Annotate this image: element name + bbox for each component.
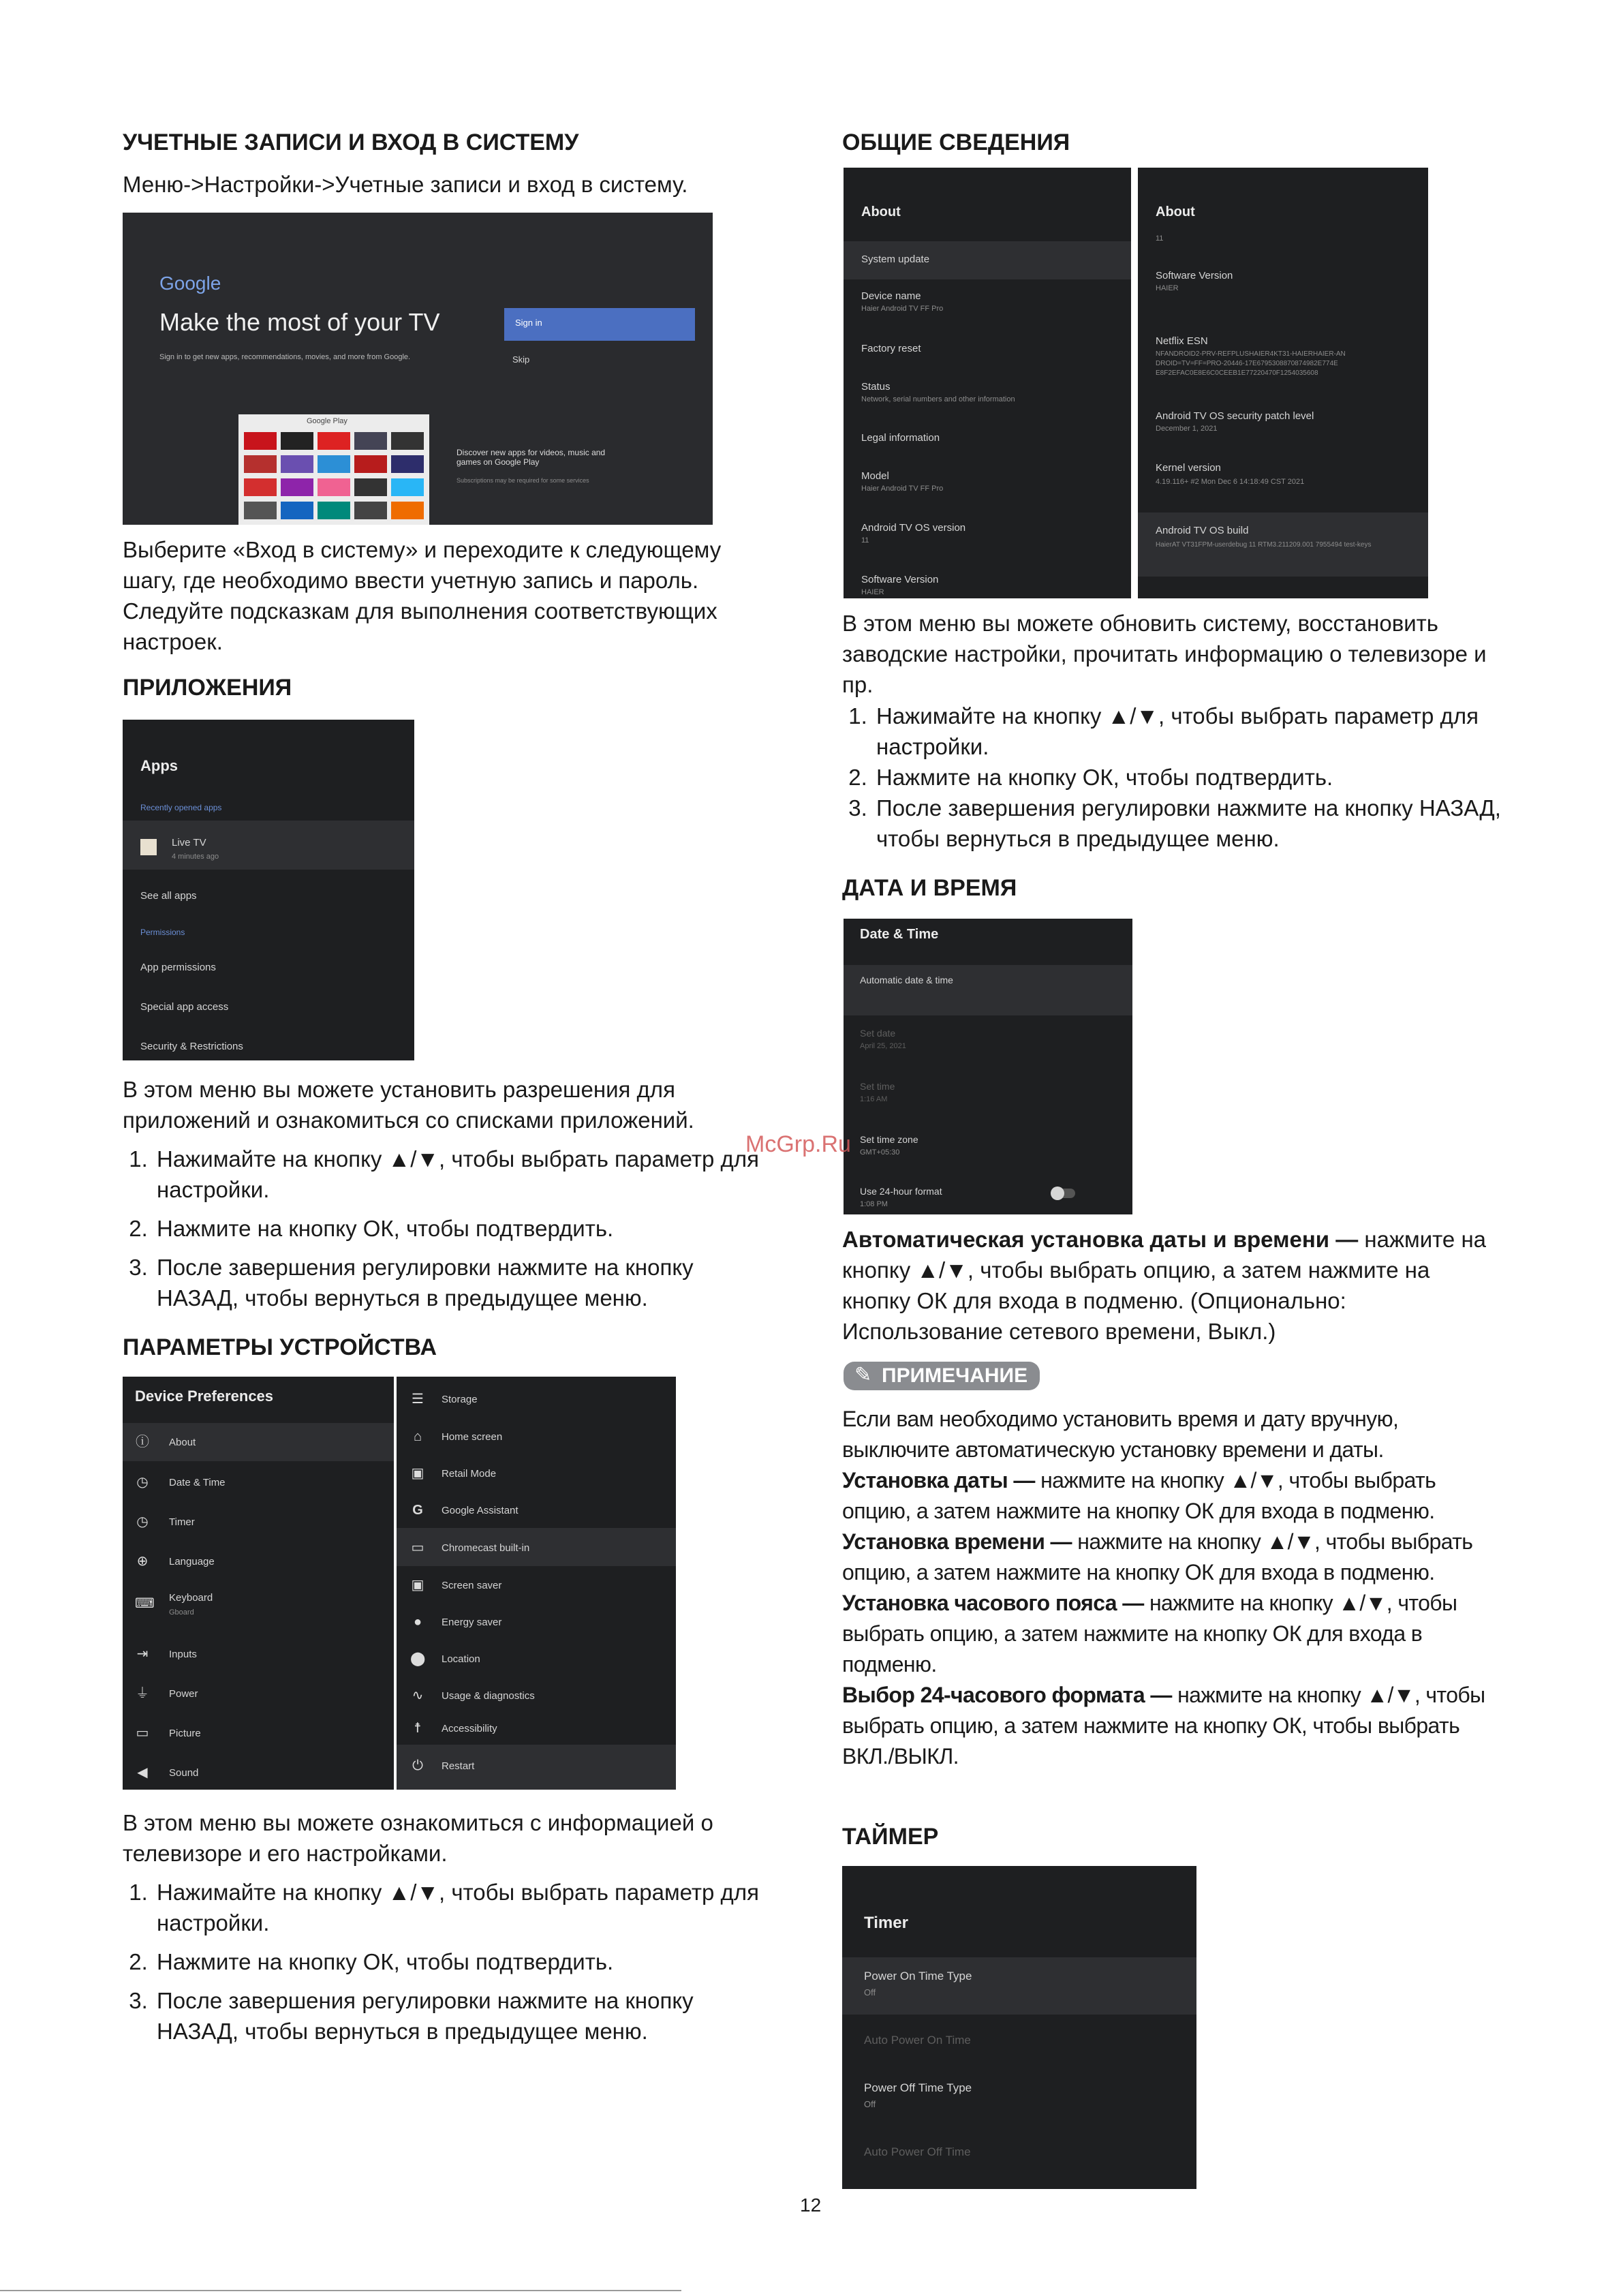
device-preferences-screen-left [123, 1377, 394, 1790]
signin-button[interactable] [504, 308, 695, 341]
note-block [842, 1404, 1496, 1772]
about-a-title: About [861, 204, 901, 219]
about-item-model[interactable]: Model [861, 470, 889, 482]
general-steps [842, 701, 1507, 854]
about-item-os-version[interactable]: Android TV OS version [861, 522, 966, 534]
device-item-about[interactable]: About [169, 1437, 196, 1448]
about-item-status[interactable]: Status [861, 381, 891, 393]
about-b-title: About [1156, 204, 1195, 219]
permissions-header: Permissions [140, 928, 185, 937]
timer-screen [842, 1866, 1196, 2189]
location-icon: ⬤ [410, 1651, 426, 1666]
date-time-screen [844, 919, 1132, 1214]
about-b-top-sub: 11 [1156, 234, 1164, 243]
info-os-build: Android TV OS build [1156, 525, 1249, 536]
date-time-screen-title: Date & Time [860, 927, 939, 942]
device-item-storage[interactable]: Storage [442, 1394, 478, 1405]
automatic-date-time[interactable]: Automatic date & time [860, 975, 953, 985]
list-item: 1. Нажимайте на кнопку ▲/▼, чтобы выбрать параметр для настройки. [154, 1877, 781, 1938]
power-off-time-type[interactable]: Power Off Time Type [864, 2081, 972, 2094]
device-item-home-screen[interactable]: Home screen [442, 1431, 503, 1443]
info-security-patch-sub: December 1, 2021 [1156, 425, 1218, 433]
set-date-sub: April 25, 2021 [860, 1042, 906, 1050]
see-all-apps[interactable]: See all apps [140, 890, 197, 902]
subscriptions-text: Subscriptions may be required for some services [457, 477, 589, 484]
device-screen-title: Device Preferences [135, 1388, 274, 1405]
list-item: 2. Нажмите на кнопку ОК, чтобы подтвердить. [874, 762, 1507, 793]
list-item: 3. После завершения регулировки нажмите на кнопку НАЗАД, чтобы вернуться в предыдущее меню. [874, 793, 1507, 854]
skip-button[interactable]: Skip [512, 354, 530, 365]
device-item-restart[interactable]: Restart [442, 1760, 475, 1772]
format-bold: Выбор 24-часового формата — [842, 1683, 1172, 1707]
set-time-sub: 1:16 AM [860, 1095, 888, 1103]
signin-subtext: Sign in to get new apps, recommendations, movies, and more from Google. [159, 353, 411, 361]
storage-icon: ☰ [412, 1392, 424, 1407]
list-item: 3. После завершения регулировки нажмите на кнопку НАЗАД, чтобы вернуться в предыдущее меню. [154, 1985, 781, 2047]
note-text: Если вам необходимо установить время и дату вручную, выключите автоматическую установку времени и даты. [842, 1407, 1399, 1462]
set-time-bold: Установка времени — [842, 1529, 1072, 1554]
set-date-para [842, 1465, 1496, 1527]
keyboard-icon: ⌨ [135, 1596, 155, 1611]
use-24-hour-sub: 1:08 PM [860, 1200, 888, 1208]
list-item: 1. Нажимайте на кнопку ▲/▼, чтобы выбрать параметр для настройки. [874, 701, 1507, 762]
recent-header: Recently opened apps [140, 803, 222, 812]
power-on-time-type-sub: Off [864, 1987, 876, 1997]
timer-title: ТАЙМЕР [842, 1824, 939, 1850]
device-item-timer[interactable]: Timer [169, 1516, 195, 1528]
software-version-sub: HAIER [861, 588, 884, 596]
auto-datetime-bold: Автоматическая установка даты и времени — [842, 1227, 1359, 1252]
list-item: 2. Нажмите на кнопку ОК, чтобы подтвердить. [154, 1213, 781, 1244]
set-date-desc: нажмите на кнопку ▲/▼, чтобы выбрать опцию, а затем нажмите на кнопку ОК для входа в подменю. [842, 1468, 1436, 1523]
app-grid-image [238, 414, 429, 525]
app-permissions[interactable]: App permissions [140, 962, 216, 973]
list-item: 2. Нажмите на кнопку ОК, чтобы подтвердить. [154, 1946, 781, 1977]
device-item-energy-saver[interactable]: Energy saver [442, 1617, 502, 1628]
set-zone-desc: нажмите на кнопку ▲/▼, чтобы выбрать опцию, а затем нажмите на кнопку ОК для входа в подменю. [842, 1591, 1457, 1677]
info-kernel-version-sub: 4.19.116+ #2 Mon Dec 6 14:18:49 CST 2021 [1156, 478, 1305, 486]
about-item-software-version[interactable]: Software Version [861, 574, 939, 585]
about-screen-b [1138, 168, 1428, 598]
accounts-path: Меню->Настройки->Учетные записи и вход в систему. [123, 172, 688, 197]
special-access[interactable]: Special app access [140, 1001, 229, 1013]
set-date-bold: Установка даты — [842, 1468, 1035, 1493]
set-time-zone-sub: GMT+05:30 [860, 1148, 900, 1157]
globe-icon: ⊕ [136, 1554, 149, 1569]
device-item-language[interactable]: Language [169, 1556, 215, 1567]
restart-icon: ⏻ [412, 1758, 423, 1773]
page-number: 12 [800, 2194, 822, 2216]
format-desc: нажмите на кнопку ▲/▼, чтобы выбрать опцию, а затем нажмите на кнопку ОК, чтобы выбрать ВКЛ./ВЫКЛ. [842, 1683, 1485, 1769]
cast-icon: ▭ [411, 1540, 424, 1555]
status-sub: Network, serial numbers and other information [861, 395, 1015, 403]
set-time[interactable]: Set time [860, 1081, 895, 1092]
apps-body: В этом меню вы можете установить разрешения для приложений и ознакомиться со списками приложений. [123, 1077, 694, 1133]
device-preferences-screen-right [397, 1377, 676, 1790]
auto-power-on-time[interactable]: Auto Power On Time [864, 2034, 971, 2047]
google-icon: G [412, 1503, 423, 1518]
info-software-version-sub: HAIER [1156, 284, 1179, 292]
diagnostics-icon: ∿ [412, 1688, 424, 1703]
format-para [842, 1680, 1496, 1772]
list-item: 3. После завершения регулировки нажмите на кнопку НАЗАД, чтобы вернуться в предыдущее меню. [154, 1252, 781, 1313]
bulb-icon: ● [413, 1614, 422, 1629]
about-screen-a [844, 168, 1131, 598]
device-item-retail-mode[interactable]: Retail Mode [442, 1468, 497, 1480]
set-time-zone[interactable]: Set time zone [860, 1134, 918, 1145]
device-steps [123, 1877, 781, 2055]
set-time-desc: нажмите на кнопку ▲/▼, чтобы выбрать опцию, а затем нажмите на кнопку ОК для входа в подменю. [842, 1529, 1473, 1585]
device-item-usage-diagnostics[interactable]: Usage & diagnostics [442, 1690, 535, 1702]
timer-icon: ◷ [136, 1514, 149, 1529]
about-item-factory-reset[interactable]: Factory reset [861, 343, 921, 354]
device-item-inputs[interactable]: Inputs [169, 1649, 197, 1660]
info-os-build-sub: HaierAT VT31FPM-userdebug 11 RTM3.211209.001 7955494 test-keys [1156, 541, 1372, 549]
clock-icon: ◷ [136, 1475, 149, 1490]
signin-heading: Make the most of your TV [159, 308, 440, 336]
apps-screen [123, 720, 414, 1060]
device-item-chromecast[interactable]: Chromecast built-in [442, 1542, 530, 1554]
sound-icon: ◀ [137, 1765, 148, 1780]
info-netflix-esn: Netflix ESN [1156, 335, 1208, 347]
general-body: В этом меню вы можете обновить систему, восстановить заводские настройки, прочитать информацию о телевизоре и пр. [842, 611, 1487, 697]
power-off-time-type-sub: Off [864, 2099, 876, 2109]
signin-label: Sign in [515, 318, 542, 328]
app-item-live-tv[interactable]: Live TV [172, 837, 206, 848]
device-item-keyboard[interactable]: Keyboard [169, 1592, 213, 1604]
inputs-icon: ⇥ [136, 1647, 149, 1662]
datetime-title: ДАТА И ВРЕМЯ [842, 875, 1017, 901]
watermark: McGrp.Ru [745, 1131, 851, 1157]
list-item: 1. Нажимайте на кнопку ▲/▼, чтобы выбрать параметр для настройки. [154, 1144, 781, 1205]
os-version-sub: 11 [861, 536, 869, 545]
info-icon: ⓘ [136, 1435, 149, 1450]
device-title: ПАРАМЕТРЫ УСТРОЙСТВА [123, 1334, 437, 1360]
note-badge [844, 1362, 1040, 1390]
device-body: В этом меню вы можете ознакомиться с информацией о телевизоре и его настройками. [123, 1810, 713, 1866]
use-24-hour-toggle[interactable] [1052, 1189, 1075, 1198]
accounts-title: УЧЕТНЫЕ ЗАПИСИ И ВХОД В СИСТЕМУ [123, 129, 579, 155]
home-icon: ⌂ [413, 1429, 422, 1444]
about-item-system-update[interactable]: System update [861, 254, 930, 265]
device-item-power[interactable]: Power [169, 1688, 198, 1700]
device-item-accessibility[interactable]: Accessibility [442, 1723, 497, 1734]
google-play-label: Google Play [307, 417, 347, 425]
set-time-para [842, 1527, 1496, 1588]
discover-text: Discover new apps for videos, music and games on Google Play [457, 448, 606, 467]
auto-power-off-time[interactable]: Auto Power Off Time [864, 2145, 971, 2158]
info-software-version: Software Version [1156, 270, 1233, 281]
device-item-screen-saver[interactable]: Screen saver [442, 1580, 502, 1591]
apps-title: ПРИЛОЖЕНИЯ [123, 675, 292, 701]
live-tv-icon [140, 839, 157, 855]
keyboard-sub: Gboard [169, 1608, 194, 1617]
device-name-sub: Haier Android TV FF Pro [861, 305, 944, 313]
power-plug-icon: ⏚ [136, 1686, 149, 1701]
set-zone-bold: Установка часового пояса — [842, 1591, 1144, 1615]
auto-datetime-text [842, 1224, 1496, 1347]
info-kernel-version: Kernel version [1156, 462, 1221, 474]
security-restrictions[interactable]: Security & Restrictions [140, 1041, 243, 1052]
auto-datetime-desc: нажмите на кнопку ▲/▼, чтобы выбрать опцию, а затем нажмите на кнопку ОК для входа в подменю. (Опционально: Использование сетевого времени, Выкл.) [842, 1227, 1487, 1344]
about-item-device-name[interactable]: Device name [861, 290, 921, 302]
picture-icon: ▭ [136, 1726, 149, 1741]
device-item-sound[interactable]: Sound [169, 1767, 199, 1779]
device-item-date-time[interactable]: Date & Time [169, 1477, 226, 1488]
bottom-rule [0, 2290, 681, 2291]
use-24-hour[interactable]: Use 24-hour format [860, 1186, 942, 1197]
info-netflix-esn-sub: NFANDROID2-PRV-REFPLUSHAIER4KT31-HAIERHAIER-AN DROID=TV=FF=PRO-20446-17E6795308870874982E774E E8F2EFAC0E8E6C0CEEB1E77220470F1254035608 [1156, 350, 1346, 377]
device-item-picture[interactable]: Picture [169, 1728, 201, 1739]
apps-steps [123, 1144, 781, 1321]
device-item-google-assistant[interactable]: Google Assistant [442, 1505, 519, 1516]
apps-screen-title: Apps [140, 757, 178, 774]
screen-saver-icon: ▣ [411, 1578, 424, 1593]
note-label: ПРИМЕЧАНИЕ [882, 1364, 1028, 1387]
pencil-icon: ✎ [854, 1364, 872, 1386]
live-tv-sub: 4 minutes ago [172, 853, 219, 861]
timer-screen-title: Timer [864, 1914, 908, 1932]
about-item-legal[interactable]: Legal information [861, 432, 940, 444]
info-security-patch: Android TV OS security patch level [1156, 410, 1314, 422]
general-title: ОБЩИЕ СВЕДЕНИЯ [842, 129, 1070, 155]
set-zone-para [842, 1588, 1496, 1680]
google-logo: Google [159, 273, 221, 294]
set-date[interactable]: Set date [860, 1028, 896, 1039]
google-signin-screen [123, 213, 713, 525]
accounts-body: Выберите «Вход в систему» и переходите к следующему шагу, где необходимо ввести учетную запись и пароль. Следуйте подсказкам для выполнения соответствующих настроек. [123, 537, 722, 654]
device-item-location[interactable]: Location [442, 1653, 480, 1665]
model-sub: Haier Android TV FF Pro [861, 485, 944, 493]
power-on-time-type[interactable]: Power On Time Type [864, 1970, 972, 1983]
retail-icon: ▣ [411, 1466, 424, 1481]
accessibility-icon: ☨ [414, 1721, 422, 1736]
